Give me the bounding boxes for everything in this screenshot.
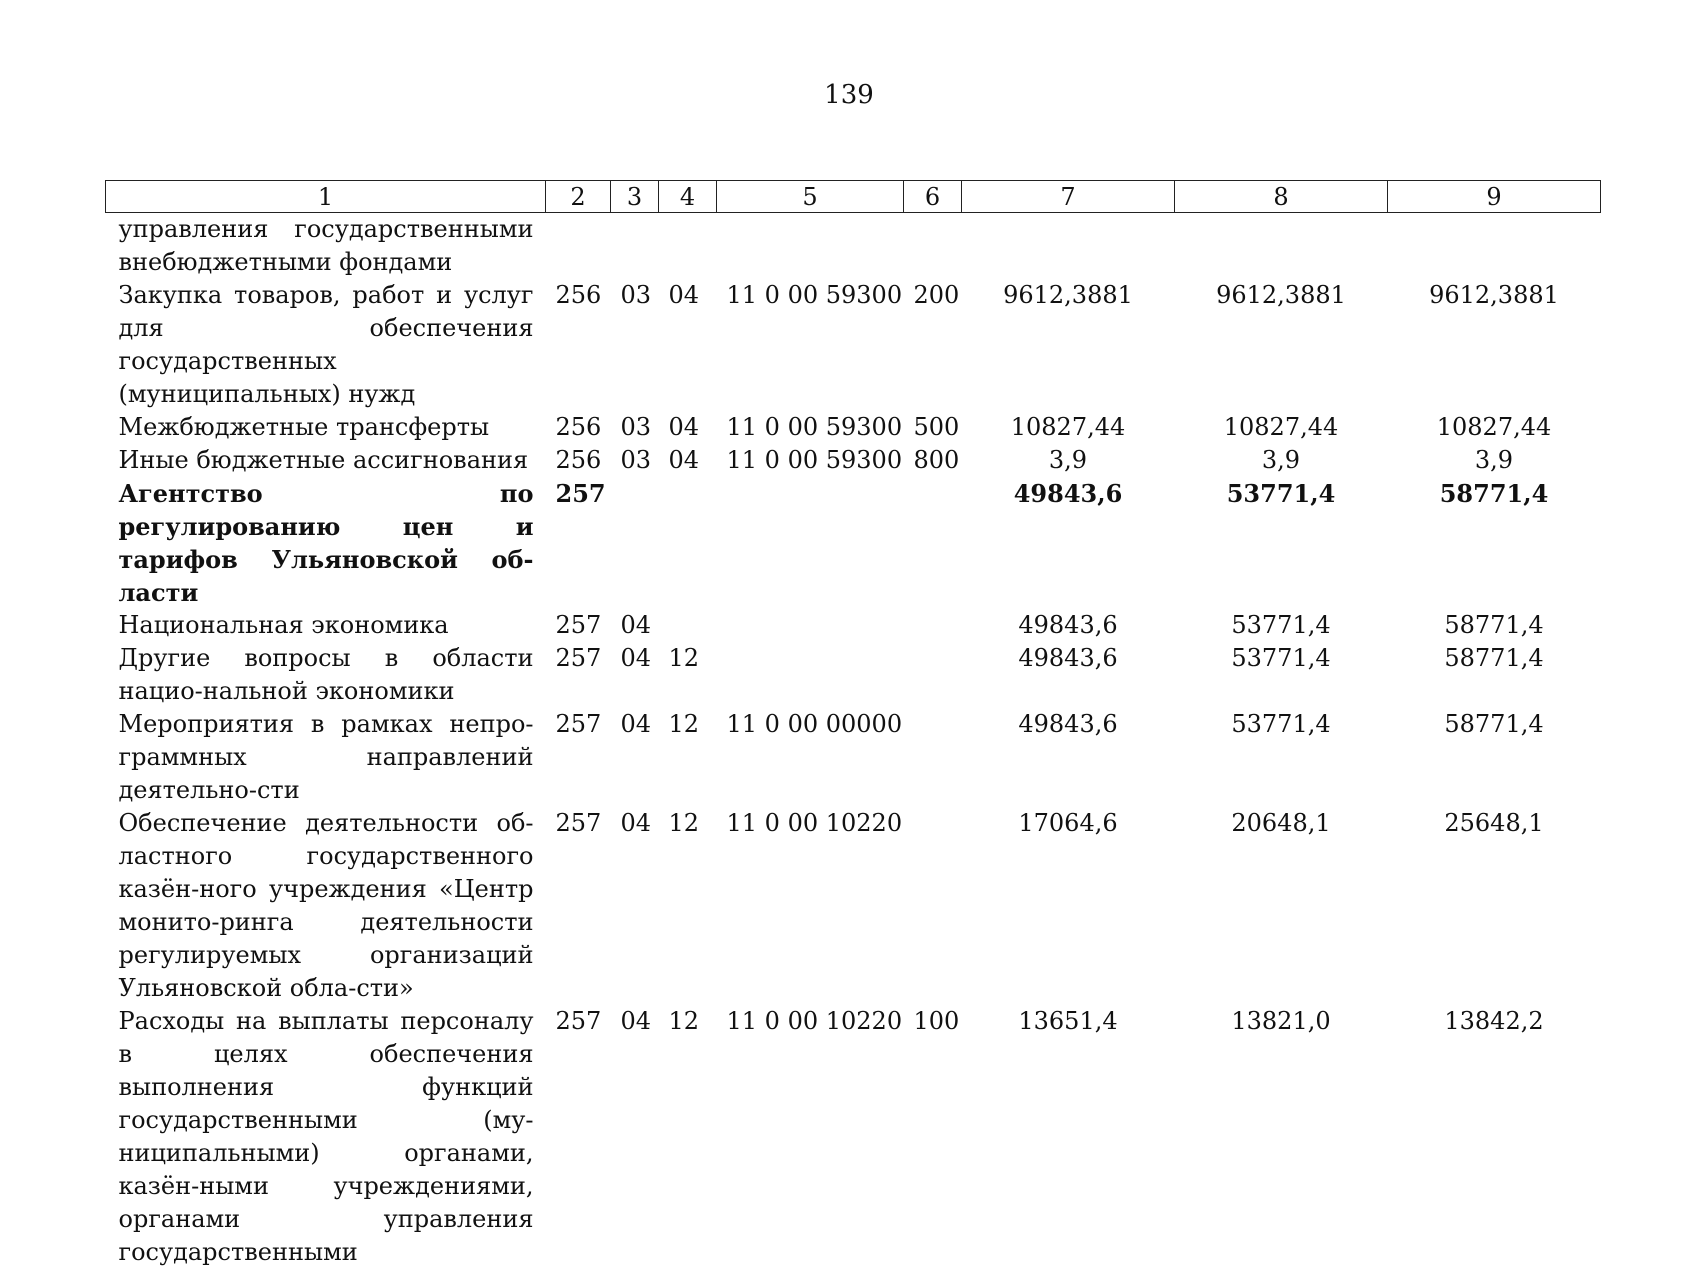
budget-table (105, 180, 1601, 1269)
row-amount-7: 49843,6 (1018, 710, 1118, 738)
row-name: Другие вопросы в области нацио-нальной экономики (118, 644, 534, 705)
row-code-target: 11 0 00 59300 (726, 281, 903, 309)
row-name: Межбюджетные трансферты (118, 413, 490, 441)
table-row (106, 708, 1601, 807)
row-code-section: 03 (620, 281, 652, 309)
row-code-target: 11 0 00 59300 (726, 446, 903, 474)
row-code-section: 04 (620, 1007, 652, 1035)
row-amount-7: 49843,6 (1018, 644, 1118, 672)
row-code-target: 11 0 00 10220 (726, 1007, 903, 1035)
row-name: Мероприятия в рамках непро-граммных направлений деятельно-сти (118, 710, 534, 804)
row-amount-8: 53771,4 (1231, 644, 1331, 672)
row-code-subsection (659, 477, 717, 609)
row-code-target (717, 477, 904, 609)
row-name: Обеспечение деятельности об-ластного государственного казён-ного учреждения «Центр монито-ринга деятельности регулируемых организаций Ульяновской обла-сти» (118, 809, 534, 1002)
row-code-section (611, 477, 659, 609)
row-code-expense-type: 800 (913, 446, 960, 474)
table-row (106, 411, 1601, 444)
row-code-expense-type: 500 (913, 413, 960, 441)
row-amount-8 (1175, 213, 1388, 280)
row-code-target (717, 609, 904, 642)
column-header-9: 9 (1388, 181, 1601, 213)
row-code-section: 04 (620, 710, 652, 738)
table-row (106, 642, 1601, 708)
row-code-subsection: 12 (668, 644, 700, 672)
row-code-section: 04 (620, 809, 652, 837)
row-name: Агентство по регулированию цен и тарифов Ульяновской об-ласти (118, 479, 534, 607)
row-code-admin: 257 (555, 710, 602, 738)
row-amount-9: 58771,4 (1444, 710, 1544, 738)
row-code-expense-type (904, 708, 962, 807)
row-code-expense-type (904, 642, 962, 708)
row-code-target (717, 213, 904, 280)
row-code-admin: 256 (555, 446, 602, 474)
row-code-section (611, 213, 659, 280)
row-code-admin: 257 (555, 479, 606, 508)
column-header-8: 8 (1175, 181, 1388, 213)
row-code-section: 03 (620, 413, 652, 441)
row-code-subsection: 12 (668, 1007, 700, 1035)
page-number: 139 (824, 80, 874, 110)
table-row (106, 807, 1601, 1005)
row-name: Национальная экономика (118, 611, 449, 639)
row-amount-7: 9612,3881 (1003, 281, 1133, 309)
row-code-admin: 257 (555, 611, 602, 639)
column-header-1: 1 (106, 181, 546, 213)
row-amount-9: 58771,4 (1444, 644, 1544, 672)
table-row (106, 1005, 1601, 1269)
row-amount-7 (962, 213, 1175, 280)
row-amount-7: 3,9 (1048, 446, 1088, 474)
row-amount-9: 3,9 (1474, 446, 1514, 474)
row-code-admin (546, 213, 611, 280)
row-code-subsection: 12 (668, 710, 700, 738)
row-amount-8: 53771,4 (1226, 479, 1336, 508)
table-row (106, 444, 1601, 477)
row-name: Иные бюджетные ассигнования (118, 446, 529, 474)
row-code-admin: 256 (555, 281, 602, 309)
row-code-subsection: 04 (668, 413, 700, 441)
row-code-section: 04 (620, 611, 652, 639)
row-amount-7: 10827,44 (1010, 413, 1126, 441)
row-amount-8: 3,9 (1261, 446, 1301, 474)
row-name: управления государственными внебюджетными фондами (118, 215, 534, 276)
table-row (106, 213, 1601, 280)
row-code-section: 03 (620, 446, 652, 474)
row-amount-8: 10827,44 (1223, 413, 1339, 441)
row-code-target: 11 0 00 59300 (726, 413, 903, 441)
row-code-subsection: 04 (668, 446, 700, 474)
row-code-expense-type (904, 213, 962, 280)
row-code-subsection: 04 (668, 281, 700, 309)
row-amount-7: 13651,4 (1018, 1007, 1118, 1035)
table-header-row (106, 181, 1601, 213)
row-amount-8: 53771,4 (1231, 611, 1331, 639)
row-amount-9 (1388, 213, 1601, 280)
row-code-admin: 257 (555, 644, 602, 672)
column-header-6: 6 (904, 181, 962, 213)
row-code-section: 04 (620, 644, 652, 672)
row-amount-8: 53771,4 (1231, 710, 1331, 738)
table-row (106, 279, 1601, 411)
column-header-4: 4 (659, 181, 717, 213)
table-row (106, 609, 1601, 642)
row-code-admin: 257 (555, 809, 602, 837)
row-amount-9: 25648,1 (1444, 809, 1544, 837)
row-code-target: 11 0 00 00000 (726, 710, 903, 738)
row-code-expense-type (904, 477, 962, 609)
row-amount-7: 17064,6 (1018, 809, 1118, 837)
column-header-2: 2 (546, 181, 611, 213)
row-code-target: 11 0 00 10220 (726, 809, 903, 837)
row-amount-8: 9612,3881 (1216, 281, 1346, 309)
row-code-admin: 256 (555, 413, 602, 441)
table-row-agency (106, 477, 1601, 609)
row-code-expense-type (904, 807, 962, 1005)
column-header-3: 3 (611, 181, 659, 213)
row-code-expense-type: 100 (913, 1007, 960, 1035)
column-header-7: 7 (962, 181, 1175, 213)
row-amount-8: 13821,0 (1231, 1007, 1331, 1035)
row-code-subsection (659, 609, 717, 642)
column-header-5: 5 (717, 181, 904, 213)
row-amount-7: 49843,6 (1018, 611, 1118, 639)
row-name: Расходы на выплаты персоналу в целях обеспечения выполнения функций государственными (му-ниципальными) органами, казён-ными учреждениями, органами управления государственными (118, 1007, 534, 1266)
row-amount-9: 13842,2 (1444, 1007, 1544, 1035)
row-amount-8: 20648,1 (1231, 809, 1331, 837)
row-code-subsection: 12 (668, 809, 700, 837)
row-amount-7: 49843,6 (1013, 479, 1123, 508)
row-code-subsection (659, 213, 717, 280)
row-amount-9: 9612,3881 (1429, 281, 1559, 309)
row-name: Закупка товаров, работ и услуг для обеспечения государственных (муниципальных) нужд (118, 281, 534, 408)
row-code-target (717, 642, 904, 708)
row-code-expense-type: 200 (913, 281, 960, 309)
row-code-admin: 257 (555, 1007, 602, 1035)
row-amount-9: 58771,4 (1439, 479, 1549, 508)
row-amount-9: 10827,44 (1436, 413, 1552, 441)
row-amount-9: 58771,4 (1444, 611, 1544, 639)
row-code-expense-type (904, 609, 962, 642)
